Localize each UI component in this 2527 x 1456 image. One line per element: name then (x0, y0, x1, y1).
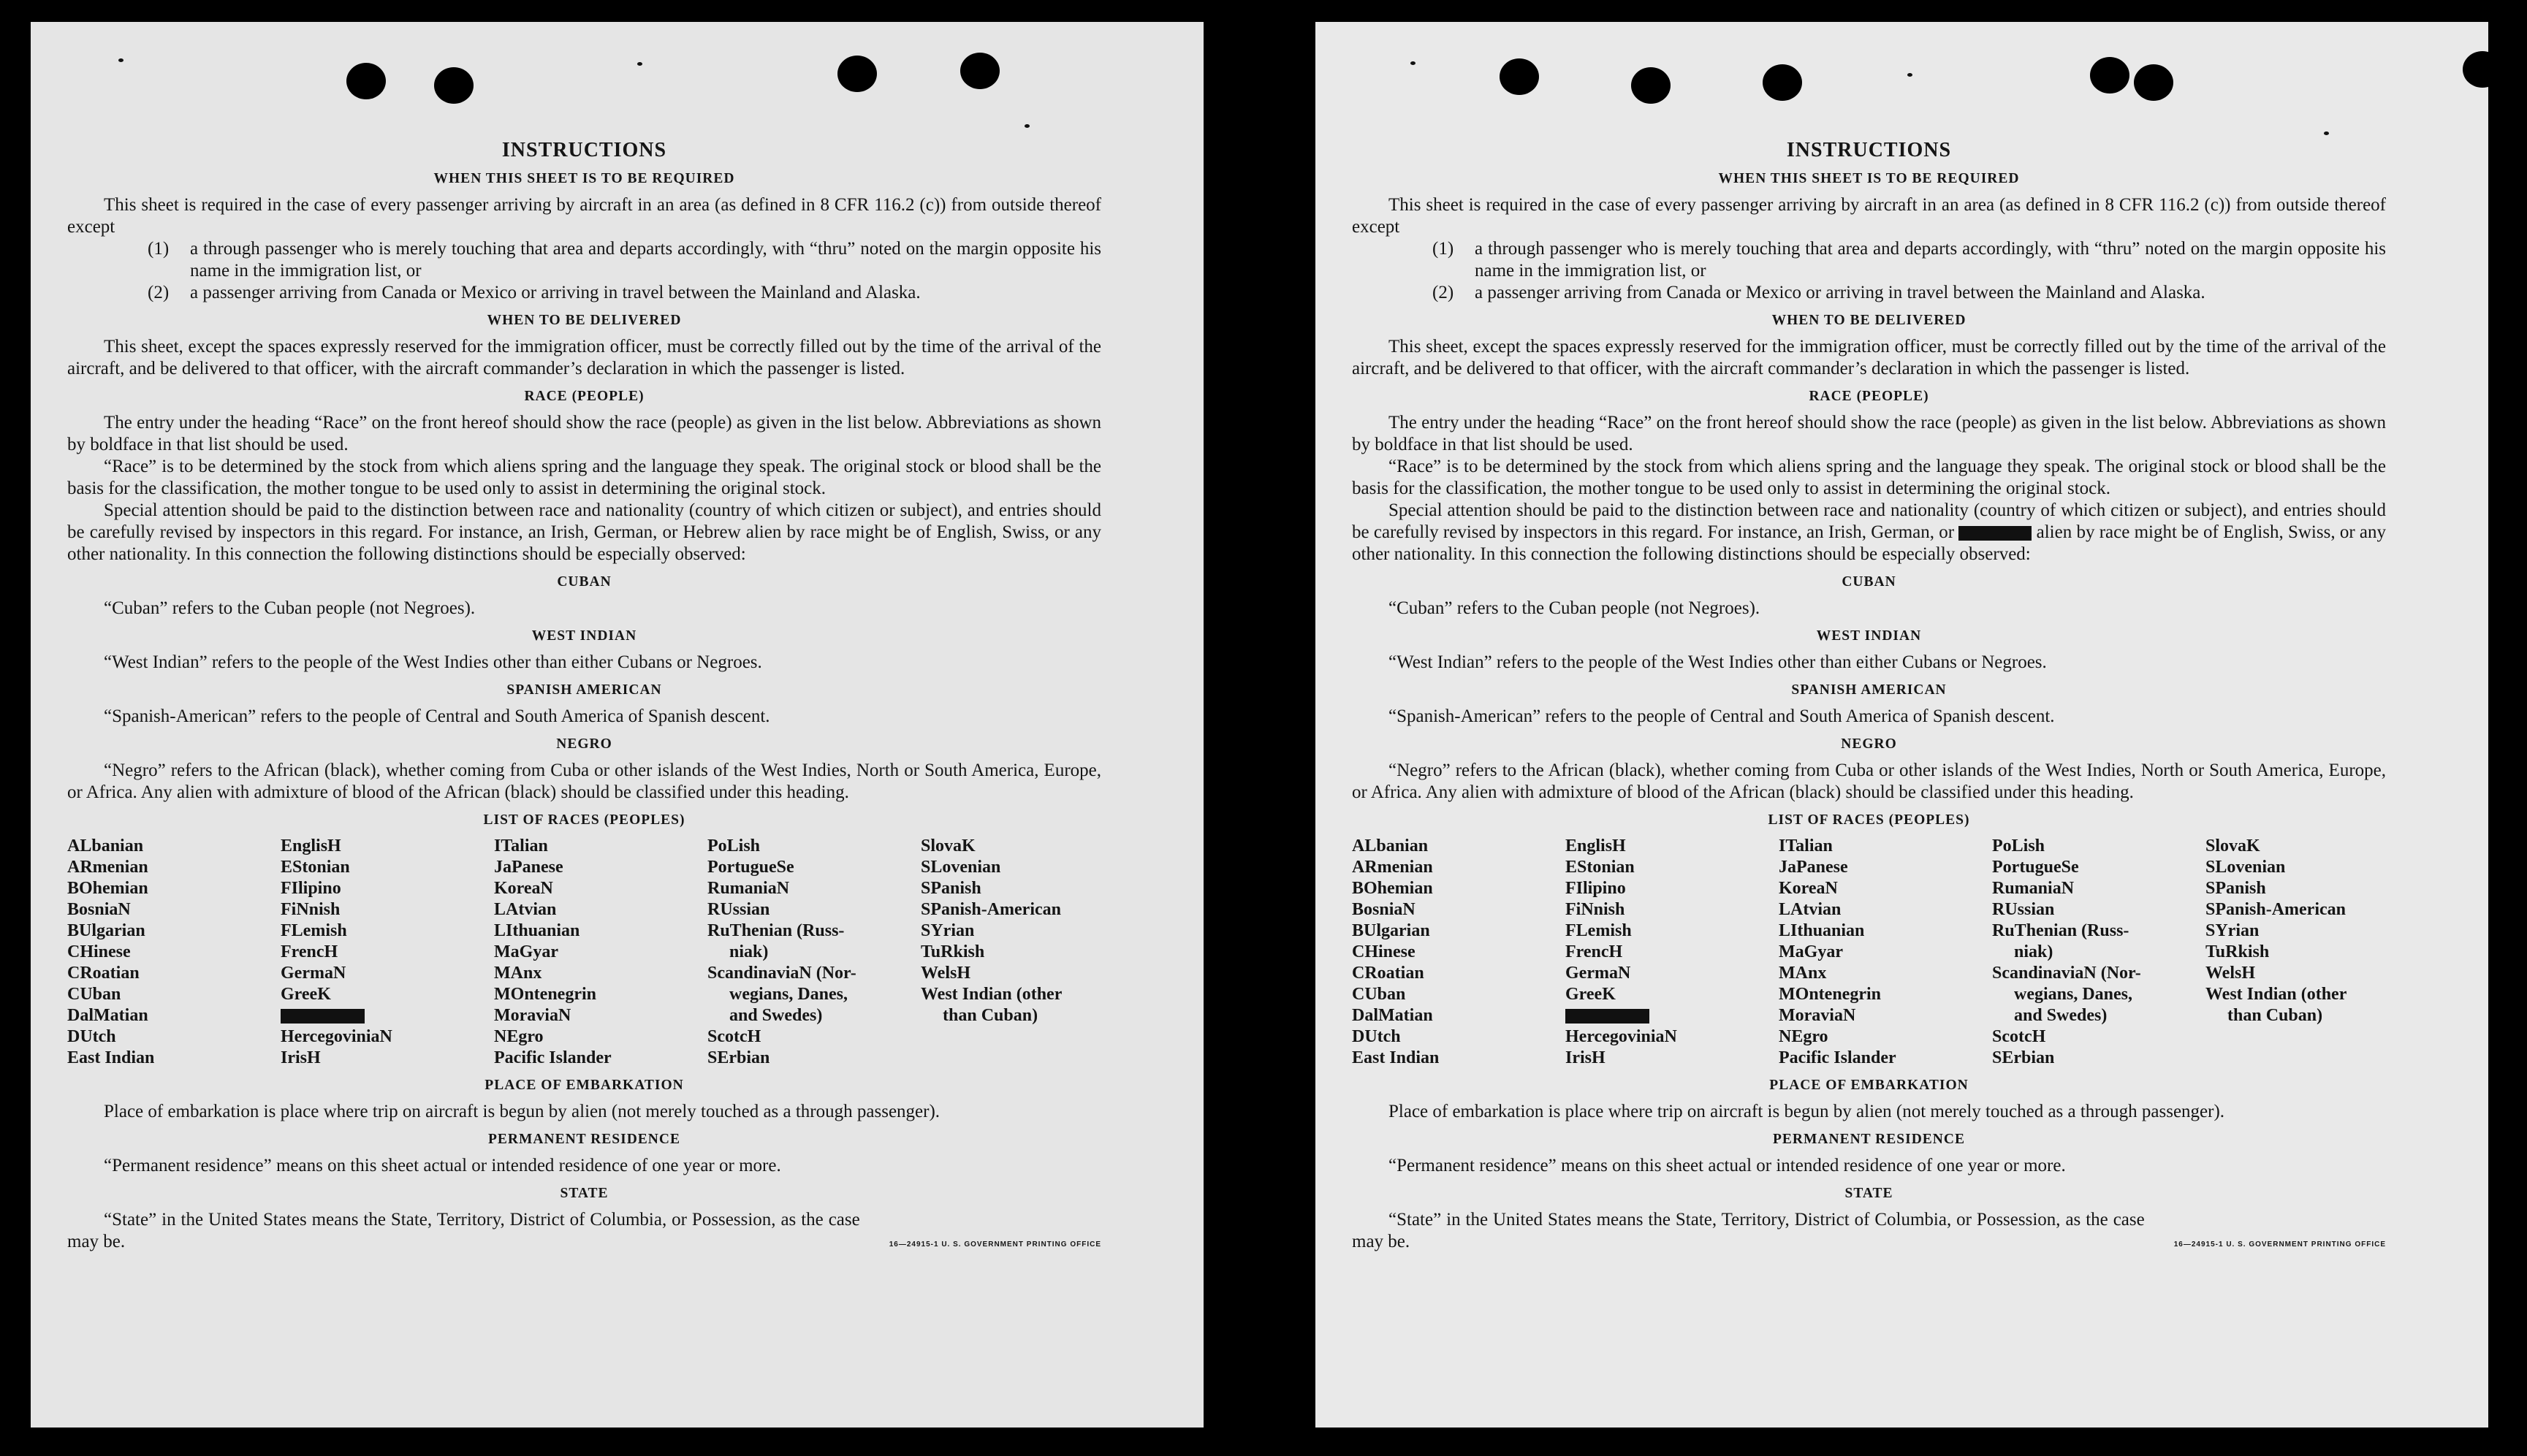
race-entry: PortugueSe (707, 858, 794, 877)
race-entry: ARmenian (67, 858, 148, 877)
race-entry: SLovenian (2205, 858, 2286, 877)
race-entry-continued: wegians, Danes, (2014, 985, 2133, 1004)
race-entry: FLemish (1565, 921, 1632, 940)
race-entry: EStonian (281, 858, 350, 877)
punch-hole (960, 53, 1000, 89)
race-paragraph-3 (1352, 500, 2386, 565)
punch-hole (2134, 64, 2173, 101)
race-entry: FrencH (1565, 942, 1623, 961)
race-entry: SYrian (921, 921, 975, 940)
heading-state: STATE (1844, 1186, 1893, 1201)
exception-text: a passenger arriving from Canada or Mexico or arriving in travel between the Mainland and Alaska. (1475, 283, 2205, 302)
races-column (921, 836, 1134, 1069)
race-entry: GreeK (281, 985, 331, 1004)
race-entry: JaPanese (494, 858, 563, 877)
heading-negro: NEGRO (556, 736, 612, 752)
ink-speck (118, 58, 123, 62)
race-entry: TuRkish (921, 942, 985, 961)
race-paragraph-3-word: Hebrew (683, 522, 741, 542)
race-entry: ARmenian (1352, 858, 1433, 877)
embarkation-text: Place of embarkation is place where trip on aircraft is begun by alien (not merely touched as a through passenger). (104, 1102, 940, 1121)
exception-text: a passenger arriving from Canada or Mexico or arriving in travel between the Mainland and Alaska. (190, 283, 921, 302)
race-entry-continued: niak) (729, 942, 769, 961)
race-entry: SErbian (1992, 1048, 2055, 1067)
race-paragraph-3-end: alien by race might be of English, Swiss, or any other nationality. In this connection the following distinctions should be especially observed: (67, 522, 1101, 564)
race-entry: MoraviaN (494, 1006, 571, 1025)
heading-spanish-american: SPANISH AMERICAN (1791, 682, 1947, 698)
race-entry: SErbian (707, 1048, 770, 1067)
exception-item (1352, 238, 2386, 282)
race-paragraph-1: The entry under the heading “Race” on the front hereof should show the race (people) as given in the list below. Abbreviations as shown by boldface in that list should be used. (1352, 413, 2386, 454)
when-required-intro: This sheet is required in the case of every passenger arriving by aircraft in an area (as defined in 8 CFR 116.2 (c)) from outside thereof except (1352, 195, 2386, 237)
race-paragraph-3 (67, 500, 1101, 565)
cuban-text: “Cuban” refers to the Cuban people (not Negroes). (1388, 598, 1760, 618)
race-entry: PoLish (1992, 836, 2045, 855)
races-column (494, 836, 707, 1069)
race-entry: ITalian (494, 836, 548, 855)
punch-hole (2090, 57, 2129, 94)
cuban-text: “Cuban” refers to the Cuban people (not Negroes). (104, 598, 476, 618)
punch-hole (434, 67, 474, 104)
race-entry: EStonian (1565, 858, 1635, 877)
race-entry: MaGyar (494, 942, 558, 961)
race-entry: PoLish (707, 836, 761, 855)
races-list (1352, 836, 2386, 1069)
redaction-mark (281, 1009, 365, 1024)
race-entry: HercegoviniaN (1565, 1027, 1677, 1046)
negro-text: “Negro” refers to the African (black), whether coming from Cuba or other islands of the West Indies, North or South America, Europe, or Africa. Any alien with admixture of blood of the African (black) should be classified under this heading. (1352, 761, 2386, 802)
race-entry: CUban (1352, 985, 1406, 1004)
heading-west-indian: WEST INDIAN (531, 628, 637, 644)
race-entry: EnglisH (281, 836, 341, 855)
race-paragraph-2: “Race” is to be determined by the stock from which aliens spring and the language they speak. The original stock or blood shall be the basis for the classification, the mother tongue to be used only to assist in determining the original stock. (1352, 457, 2386, 498)
race-entry: HercegoviniaN (281, 1027, 392, 1046)
race-entry: RUssian (707, 900, 770, 919)
race-entry: GreeK (1565, 985, 1616, 1004)
heading-cuban: CUBAN (557, 574, 612, 590)
races-column (707, 836, 921, 1069)
exception-text: a through passenger who is merely touching that area and departs accordingly, with “thru” noted on the margin opposite his name in the immigration list, or (1475, 239, 2386, 281)
race-entry: WelsH (921, 964, 971, 983)
race-entry: SlovaK (2205, 836, 2260, 855)
race-entry-continued: than Cuban) (2227, 1006, 2323, 1025)
race-entry: SlovaK (921, 836, 976, 855)
spanish-american-text: “Spanish-American” refers to the people of Central and South America of Spanish descent. (104, 706, 770, 726)
race-entry: FIlipino (1565, 879, 1626, 898)
race-entry-continued: and Swedes) (729, 1006, 823, 1025)
document-title: INSTRUCTIONS (501, 139, 667, 161)
state-footer (67, 1209, 1101, 1253)
race-entry: RuThenian (Russ- (1992, 921, 2129, 940)
heading-permanent-residence: PERMANENT RESIDENCE (488, 1132, 680, 1147)
race-entry: ScotcH (1992, 1027, 2046, 1046)
punch-hole (837, 56, 877, 92)
race-paragraph-3-end: alien by race might be of English, Swiss, or any other nationality. In this connection the following distinctions should be especially observed: (1352, 522, 2387, 564)
race-entry: East Indian (67, 1048, 155, 1067)
race-entry: LAtvian (1779, 900, 1842, 919)
right-document-page (1315, 22, 2488, 1428)
heading-west-indian: WEST INDIAN (1816, 628, 1922, 644)
redaction-mark (1565, 1009, 1649, 1024)
race-entry: FiNnish (281, 900, 341, 919)
race-entry: West Indian (other (921, 985, 1063, 1004)
race-entry: KoreaN (1779, 879, 1838, 898)
race-entry: IrisH (1565, 1048, 1606, 1067)
race-entry: EnglisH (1565, 836, 1626, 855)
race-entry: BosniaN (1352, 900, 1416, 919)
heading-list-of-races: LIST OF RACES (PEOPLES) (1768, 812, 1970, 828)
document-title: INSTRUCTIONS (1786, 139, 1952, 161)
race-entry: RumaniaN (1992, 879, 2075, 898)
ink-speck (637, 62, 642, 66)
heading-negro: NEGRO (1841, 736, 1897, 752)
state-footer (1352, 1209, 2386, 1253)
exception-item (67, 282, 1101, 304)
exception-item (1352, 282, 2386, 304)
race-entry: FIlipino (281, 879, 341, 898)
race-entry: ITalian (1779, 836, 1833, 855)
race-paragraph-1: The entry under the heading “Race” on the front hereof should show the race (people) as given in the list below. Abbreviations as shown by boldface in that list should be used. (67, 413, 1101, 454)
race-entry: SLovenian (921, 858, 1001, 877)
when-required-intro: This sheet is required in the case of every passenger arriving by aircraft in an area (as defined in 8 CFR 116.2 (c)) from outside thereof except (67, 195, 1101, 237)
races-list (67, 836, 1101, 1069)
race-entry: SPanish-American (2205, 900, 2346, 919)
negro-text: “Negro” refers to the African (black), whether coming from Cuba or other islands of the West Indies, North or South America, Europe, or Africa. Any alien with admixture of blood of the African (black) should be classified under this heading. (67, 761, 1101, 802)
redaction-mark (1958, 526, 2032, 541)
when-delivered-text: This sheet, except the spaces expressly reserved for the immigration officer, must be correctly filled out by the time of the arrival of the aircraft, and be delivered to that officer, with the aircraft commander’s declaration in which the passenger is listed. (1352, 337, 2386, 378)
west-indian-text: “West Indian” refers to the people of the West Indies other than either Cubans or Negroes. (104, 652, 762, 672)
punch-hole (346, 63, 386, 99)
race-entry: TuRkish (2205, 942, 2270, 961)
race-entry: BosniaN (67, 900, 131, 919)
race-entry: ALbanian (67, 836, 144, 855)
punch-hole (1763, 64, 1802, 101)
redacted-race-entry (1565, 1005, 1779, 1026)
race-entry-continued: and Swedes) (2014, 1006, 2108, 1025)
race-entry: CRoatian (67, 964, 140, 983)
race-entry: East Indian (1352, 1048, 1440, 1067)
race-entry-continued: niak) (2014, 942, 2053, 961)
spanish-american-text: “Spanish-American” refers to the people of Central and South America of Spanish descent. (1388, 706, 2055, 726)
race-entry: DUtch (1352, 1027, 1401, 1046)
race-paragraph-2: “Race” is to be determined by the stock from which aliens spring and the language they speak. The original stock or blood shall be the basis for the classification, the mother tongue to be used only to assist in determining the original stock. (67, 457, 1101, 498)
exception-number: (1) (1432, 239, 1454, 259)
heading-embarkation: PLACE OF EMBARKATION (484, 1078, 684, 1093)
punch-hole (2463, 51, 2502, 88)
when-delivered-text: This sheet, except the spaces expressly reserved for the immigration officer, must be correctly filled out by the time of the arrival of the aircraft, and be delivered to that officer, with the aircraft commander’s declaration in which the passenger is listed. (67, 337, 1101, 378)
race-entry: NEgro (494, 1027, 544, 1046)
races-column (281, 836, 494, 1069)
race-entry: CRoatian (1352, 964, 1424, 983)
race-entry: FrencH (281, 942, 338, 961)
punch-hole (1631, 67, 1671, 104)
race-entry: GermaN (1565, 964, 1631, 983)
race-entry: ScotcH (707, 1027, 761, 1046)
race-entry-continued: than Cuban) (943, 1006, 1038, 1025)
heading-cuban: CUBAN (1842, 574, 1896, 590)
ink-speck (1907, 73, 1912, 77)
embarkation-text: Place of embarkation is place where trip on aircraft is begun by alien (not merely touched as a through passenger). (1388, 1102, 2225, 1121)
heading-permanent-residence: PERMANENT RESIDENCE (1773, 1132, 1965, 1147)
race-entry: DalMatian (67, 1006, 148, 1025)
permanent-residence-text: “Permanent residence” means on this sheet actual or intended residence of one year or more. (1388, 1156, 2066, 1175)
punch-hole (1500, 58, 1539, 95)
race-entry: SPanish (921, 879, 981, 898)
races-column (1352, 836, 1565, 1069)
race-entry: RumaniaN (707, 879, 790, 898)
race-entry: IrisH (281, 1048, 321, 1067)
race-entry: SPanish (2205, 879, 2266, 898)
race-entry: RuThenian (Russ- (707, 921, 845, 940)
printing-office-line: 16—24915-1 U. S. GOVERNMENT PRINTING OFFICE (889, 1240, 1101, 1249)
exception-item (67, 238, 1101, 282)
ink-speck (1025, 124, 1030, 128)
races-column (1565, 836, 1779, 1069)
race-paragraph-3-start: Special attention should be paid to the distinction between race and nationality (country of which citizen or subject), and entries should be carefully revised by inspectors in this regard. For instance, an Irish, German, or (1352, 500, 2386, 542)
left-document-page (31, 22, 1204, 1428)
race-entry: BOhemian (1352, 879, 1433, 898)
races-column (2205, 836, 2419, 1069)
ink-speck (1410, 61, 1416, 65)
race-entry: MOntenegrin (494, 985, 596, 1004)
race-entry: BOhemian (67, 879, 148, 898)
race-entry: MOntenegrin (1779, 985, 1881, 1004)
permanent-residence-text: “Permanent residence” means on this sheet actual or intended residence of one year or more. (104, 1156, 781, 1175)
race-entry: MaGyar (1779, 942, 1843, 961)
races-column (67, 836, 281, 1069)
race-entry: Pacific Islander (1779, 1048, 1896, 1067)
race-entry: CUban (67, 985, 121, 1004)
races-column (1992, 836, 2205, 1069)
heading-when-delivered: WHEN TO BE DELIVERED (487, 313, 682, 328)
race-entry: DUtch (67, 1027, 116, 1046)
heading-when-required: WHEN THIS SHEET IS TO BE REQUIRED (433, 171, 735, 186)
exception-text: a through passenger who is merely touching that area and departs accordingly, with “thru” noted on the margin opposite his name in the immigration list, or (190, 239, 1101, 281)
race-entry: ScandinaviaN (Nor- (707, 964, 856, 983)
race-entry: FLemish (281, 921, 347, 940)
race-entry: LIthuanian (494, 921, 580, 940)
race-entry: PortugueSe (1992, 858, 2079, 877)
race-entry: CHinese (67, 942, 131, 961)
exception-number: (2) (148, 283, 170, 302)
heading-list-of-races: LIST OF RACES (PEOPLES) (483, 812, 685, 828)
heading-spanish-american: SPANISH AMERICAN (506, 682, 662, 698)
west-indian-text: “West Indian” refers to the people of the West Indies other than either Cubans or Negroes. (1388, 652, 2047, 672)
race-entry: JaPanese (1779, 858, 1848, 877)
state-text: “State” in the United States means the State, Territory, District of Columbia, or Possession, as the case may be. (67, 1210, 860, 1251)
race-entry: NEgro (1779, 1027, 1828, 1046)
exception-number: (2) (1432, 283, 1454, 302)
race-entry: Pacific Islander (494, 1048, 612, 1067)
heading-state: STATE (560, 1186, 609, 1201)
race-entry: ScandinaviaN (Nor- (1992, 964, 2141, 983)
heading-race: RACE (PEOPLE) (1809, 389, 1929, 404)
printing-office-line: 16—24915-1 U. S. GOVERNMENT PRINTING OFFICE (2173, 1240, 2386, 1249)
race-entry: SYrian (2205, 921, 2260, 940)
race-entry: MAnx (1779, 964, 1827, 983)
race-entry: SPanish-American (921, 900, 1061, 919)
race-entry: West Indian (other (2205, 985, 2347, 1004)
race-entry: WelsH (2205, 964, 2256, 983)
race-entry: RUssian (1992, 900, 2055, 919)
race-entry: LIthuanian (1779, 921, 1865, 940)
race-entry: CHinese (1352, 942, 1416, 961)
heading-embarkation: PLACE OF EMBARKATION (1769, 1078, 1969, 1093)
race-entry: BUlgarian (67, 921, 145, 940)
race-paragraph-3-start: Special attention should be paid to the distinction between race and nationality (country of which citizen or subject), and entries should be carefully revised by inspectors in this regard. For instance, an Irish, German, or (67, 500, 1101, 542)
race-entry: MoraviaN (1779, 1006, 1856, 1025)
race-entry: MAnx (494, 964, 542, 983)
race-entry: FiNnish (1565, 900, 1625, 919)
ink-speck (2324, 132, 2329, 135)
state-text: “State” in the United States means the State, Territory, District of Columbia, or Possession, as the case may be. (1352, 1210, 2145, 1251)
race-entry: GermaN (281, 964, 346, 983)
race-entry: DalMatian (1352, 1006, 1433, 1025)
race-entry: BUlgarian (1352, 921, 1430, 940)
heading-race: RACE (PEOPLE) (524, 389, 645, 404)
heading-when-delivered: WHEN TO BE DELIVERED (1771, 313, 1966, 328)
race-entry: ALbanian (1352, 836, 1429, 855)
race-entry: KoreaN (494, 879, 553, 898)
redacted-race-entry (281, 1005, 494, 1026)
races-column (1779, 836, 1992, 1069)
heading-when-required: WHEN THIS SHEET IS TO BE REQUIRED (1718, 171, 2020, 186)
race-entry-continued: wegians, Danes, (729, 985, 848, 1004)
exception-number: (1) (148, 239, 170, 259)
race-entry: LAtvian (494, 900, 557, 919)
